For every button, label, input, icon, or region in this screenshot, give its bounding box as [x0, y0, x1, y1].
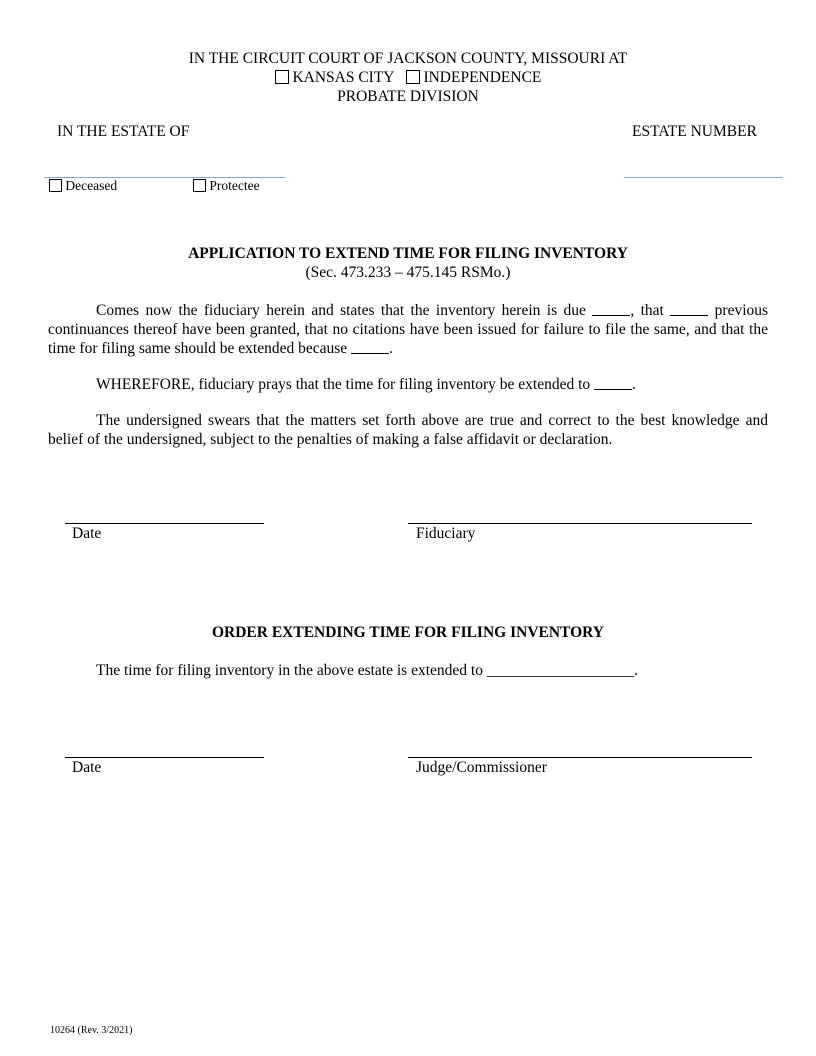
judge-label: Judge/Commissioner: [416, 759, 547, 776]
form-number: 10264 (Rev. 3/2021): [50, 1025, 133, 1036]
application-citation: (Sec. 473.233 – 475.145 RSMo.): [305, 264, 511, 281]
court-heading: IN THE CIRCUIT COURT OF JACKSON COUNTY, MISSOURI AT: [188, 50, 628, 67]
application-date-line[interactable]: [65, 522, 264, 524]
extension-date-blank[interactable]: [594, 375, 632, 390]
protectee-label: Protectee: [209, 178, 260, 193]
kansas-city-label: KANSAS CITY: [292, 69, 394, 86]
estate-name-field[interactable]: [44, 157, 285, 178]
estate-number-input[interactable]: [624, 157, 782, 177]
independence-checkbox[interactable]: [406, 70, 420, 84]
order-extension-date-blank[interactable]: ___________________: [486, 662, 635, 679]
order-title: ORDER EXTENDING TIME FOR FILING INVENTORY: [211, 624, 605, 641]
estate-name-input[interactable]: [44, 157, 285, 177]
application-paragraph-2: WHEREFORE, fiduciary prays that the time for filing inventory be extended to .: [96, 376, 636, 393]
order-paragraph: The time for filing inventory in the above estate is extended to ___________________.: [96, 662, 638, 679]
estate-number-label: ESTATE NUMBER: [632, 123, 757, 140]
order-date-label: Date: [72, 759, 102, 776]
continuances-blank[interactable]: [670, 301, 708, 316]
estate-number-field[interactable]: [624, 157, 782, 178]
reason-blank[interactable]: [351, 339, 389, 354]
division-heading: PROBATE DIVISION: [337, 88, 479, 105]
protectee-option: [193, 178, 260, 194]
independence-label: INDEPENDENCE: [423, 69, 542, 86]
order-date-line[interactable]: [65, 756, 264, 758]
deceased-checkbox[interactable]: [49, 179, 62, 192]
application-paragraph-3: The undersigned swears that the matters set forth above are true and correct to the best knowledge and belief of the undersigned, subject to the penalties of making a false affidavit or declaration.: [48, 412, 768, 448]
estate-of-label: IN THE ESTATE OF: [57, 123, 190, 140]
application-title: APPLICATION TO EXTEND TIME FOR FILING INVENTORY: [188, 245, 628, 262]
application-date-label: Date: [72, 525, 102, 542]
kansas-city-checkbox[interactable]: [275, 70, 289, 84]
judge-signature-line[interactable]: [408, 756, 752, 758]
fiduciary-label: Fiduciary: [416, 525, 476, 542]
deceased-label: Deceased: [65, 178, 118, 193]
protectee-checkbox[interactable]: [193, 179, 206, 192]
court-location-options: [0, 68, 816, 87]
due-date-blank[interactable]: [592, 301, 630, 316]
application-paragraph-1: Comes now the fiduciary herein and states that the inventory herein is due , that previous continuances thereof have been granted, that no citations have been issued for failure to file the same, and that the time for filing same should be extended because .: [48, 302, 769, 357]
deceased-option: [49, 178, 117, 194]
fiduciary-signature-line[interactable]: [408, 522, 752, 524]
